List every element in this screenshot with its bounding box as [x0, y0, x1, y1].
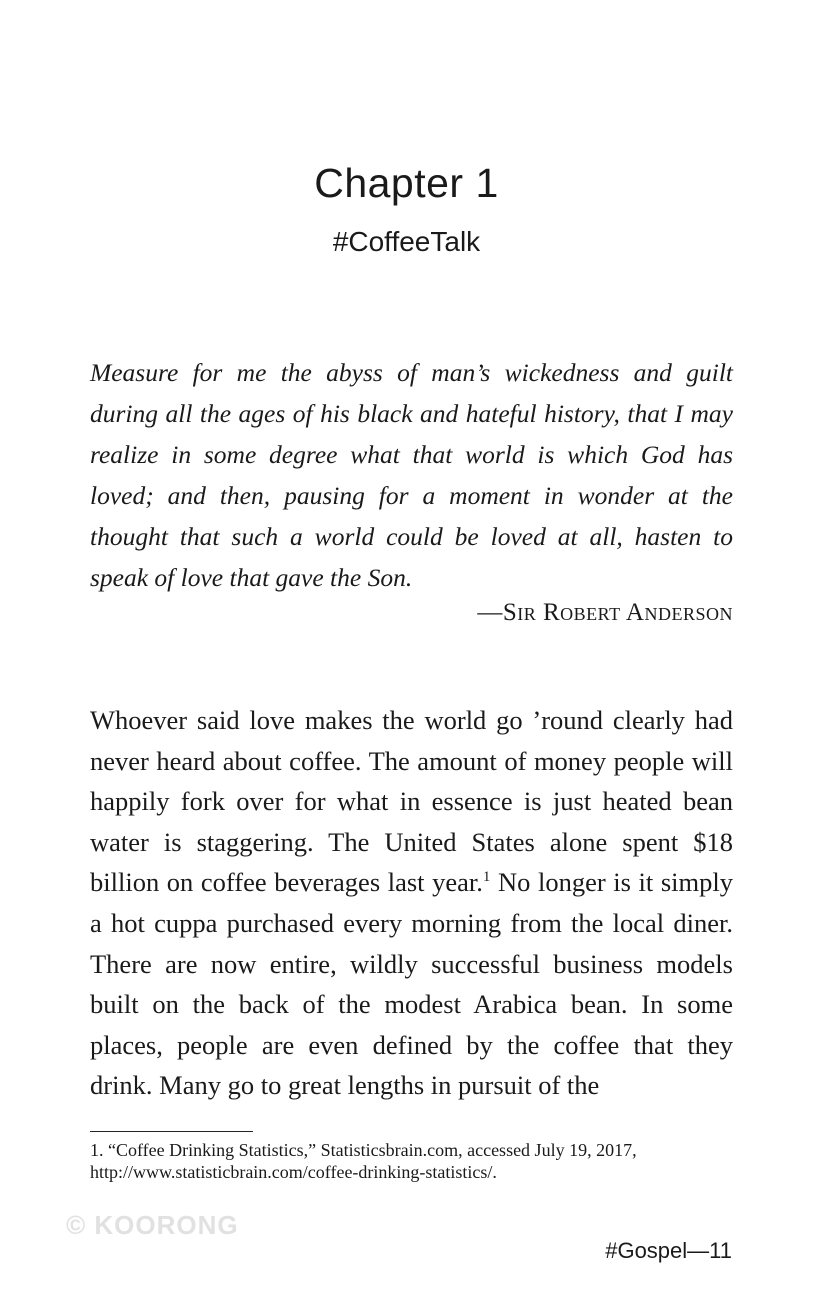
chapter-title: Chapter 1	[314, 160, 499, 206]
epigraph-attribution: —Sir Robert Anderson	[477, 599, 733, 626]
body-text-part-1: Whoever said love makes the world go ’round clearly had never heard about coffee. The amount of money people will happily fork over for what in essence is just heated bean water is staggering. The United States alone spent $18 billion on coffee beverages last year.	[90, 705, 733, 898]
footnote-divider	[90, 1131, 253, 1132]
epigraph-quote: Measure for me the abyss of man’s wickedness and guilt during all the ages of his black and hateful history, that I may realize in some degree what that world is which God has loved; and then, pausing for a moment in wonder at the thought that such a world could be loved at all, hasten to speak of love that gave the Son.	[90, 358, 733, 592]
watermark: © KOORONG	[66, 1210, 239, 1240]
page-number: #Gospel—11	[605, 1238, 732, 1263]
footnote-reference[interactable]: 1	[482, 869, 491, 886]
footnote: 1. “Coffee Drinking Statistics,” Statisticsbrain.com, accessed July 19, 2017, http://www.statisticbrain.com/coffee-drinking-statistics/.	[90, 1140, 637, 1182]
body-text-part-2: No longer is it simply a hot cuppa purchased every morning from the local diner. There are now entire, wildly successful business models built on the back of the modest Arabica bean. In some places, people are even defined by the coffee that they drink. Many go to great lengths in pursuit of the	[90, 867, 734, 1101]
chapter-subtitle: #CoffeeTalk	[332, 226, 481, 257]
body-paragraph	[90, 700, 733, 1106]
